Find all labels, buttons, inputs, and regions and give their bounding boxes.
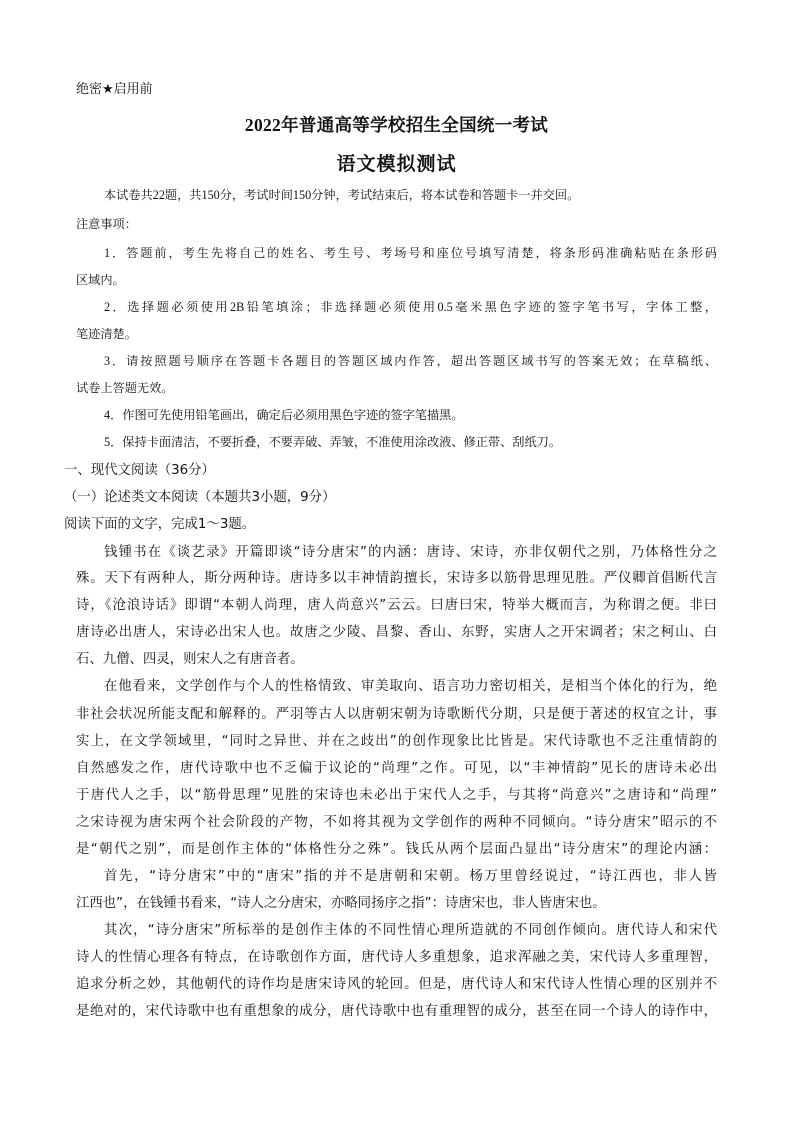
exam-title: 2022年普通高等学校招生全国统一考试 (244, 115, 549, 135)
instructions-intro: 本试卷共22题，共150分，考试时间150分钟，考试结束后，将本试卷和答题卡一并交回。 (104, 188, 580, 202)
exam-subtitle: 语文模拟测试 (336, 153, 457, 175)
passage-p1-line-5: 石、九僧、四灵，则宋人之有唐音者。 (76, 652, 304, 667)
instruction-item-2-line-1: 2．选择题必须使用2B铅笔填涂；非选择题必须使用0.5毫米黑色字迹的签字笔书写，字体工整， (104, 300, 717, 314)
passage-p4-line-1: 其次，“诗分唐宋”所标举的是创作主体的不同性情心理所造就的不同创作倾向。唐代诗人和宋代 (104, 923, 717, 938)
instruction-item-5: 5．保持卡面清洁，不要折叠，不要弄破、弄皱，不准使用涂改液、修正带、刮纸刀。 (104, 435, 562, 449)
instruction-item-2-line-2: 笔迹清楚。 (76, 327, 137, 341)
passage-p2-line-1: 在他看来，文学创作与个人的性格情致、审美取向、语言功力密切相关，是相当个体化的行为，绝 (104, 679, 717, 694)
reading-prompt: 阅读下面的文字，完成1～3题。 (64, 517, 256, 532)
passage-p2-line-2: 非社会状况所能支配和解释的。严羽等古人以唐朝宋朝为诗歌断代分期，只是便于著述的权宜之计，事 (76, 707, 717, 722)
passage-p2-line-7: 是“朝代之别”，而是创作主体的“体格性分之殊”。钱氏从两个层面凸显出“诗分唐宋”的理论内涵： (76, 842, 717, 857)
instruction-item-1-line-2: 区域内。 (76, 273, 125, 287)
instruction-item-3-line-2: 试卷上答题无效。 (76, 381, 174, 395)
passage-p1-line-2: 殊。天下有两种人，斯分两种诗。唐诗多以丰神情韵擅长，宋诗多以筋骨思理见胜。严仪卿首倡断代言 (76, 571, 717, 586)
passage-p1-line-3: 诗，《沧浪诗话》即谓“本朝人尚理，唐人尚意兴”云云。曰唐曰宋，特举大概而言，为称谓之便。非曰 (76, 598, 717, 613)
instruction-item-4: 4．作图可先使用铅笔画出，确定后必须用黑色字迹的签字笔描黑。 (104, 408, 464, 422)
confidential-label: 绝密★启用前 (76, 82, 153, 97)
passage-p2-line-4: 自然感发之作，唐代诗歌中也不乏偏于议论的“尚理”之作。可见，以“丰神情韵”见长的唐诗未必出 (76, 761, 717, 776)
section-heading: 一、现代文阅读（36分） (64, 463, 215, 478)
notice-label: 注意事项： (76, 217, 137, 231)
passage-p1-line-4: 唐诗必出唐人，宋诗必出宋人也。故唐之少陵、昌黎、香山、东野，实唐人之开宋调者；宋之柯山、白 (76, 625, 717, 640)
passage-p3-line-1: 首先，“诗分唐宋”中的“唐宋”指的并不是唐朝和宋朝。杨万里曾经说过，“诗江西也，非人皆 (104, 869, 717, 884)
passage-p1-line-1: 钱锺书在《谈艺录》开篇即谈“诗分唐宋”的内涵：唐诗、宋诗，亦非仅朝代之别，乃体格性分之 (104, 545, 717, 560)
passage-p2-line-5: 于唐代人之手，以“筋骨思理”见胜的宋诗也未必出于宋代人之手，与其将“尚意兴”之唐诗和“尚理” (76, 788, 717, 803)
passage-p4-line-2: 诗人的性情心理各有特点，在诗歌创作方面，唐代诗人多重想象，追求浑融之美，宋代诗人多重理智， (76, 950, 717, 965)
passage-p3-line-2: 江西也”，在钱锺书看来，“诗人之分唐宋，亦略同扬序之指”：诗唐宋也，非人皆唐宋也。 (76, 896, 606, 911)
passage-p4-line-4: 是绝对的，宋代诗歌中也有重想象的成分，唐代诗歌中也有重理智的成分，甚至在同一个诗人的诗作中， (76, 1004, 717, 1019)
passage-p4-line-3: 追求分析之妙，其他朝代的诗作均是唐宋诗风的轮回。但是，唐代诗人和宋代诗人性情心理的区别并不 (76, 977, 717, 992)
instruction-item-3-line-1: 3．请按照题号顺序在答题卡各题目的答题区域内作答，超出答题区域书写的答案无效；在草稿纸、 (104, 354, 717, 368)
passage-p2-line-6: 之宋诗视为唐宋两个社会阶段的产物，不如将其视为文学创作的两种不同倾向。“诗分唐宋”昭示的不 (76, 815, 717, 830)
passage-p2-line-3: 实上，在文学领域里，“同时之异世、并在之歧出”的创作现象比比皆是。宋代诗歌也不乏注重情韵的 (76, 734, 717, 749)
instruction-item-1-line-1: 1．答题前，考生先将自己的姓名、考生号、考场号和座位号填写清楚，将条形码准确粘贴在条形码 (104, 246, 717, 260)
section-subheading: （一）论述类文本阅读（本题共3小题，9分） (64, 490, 336, 505)
